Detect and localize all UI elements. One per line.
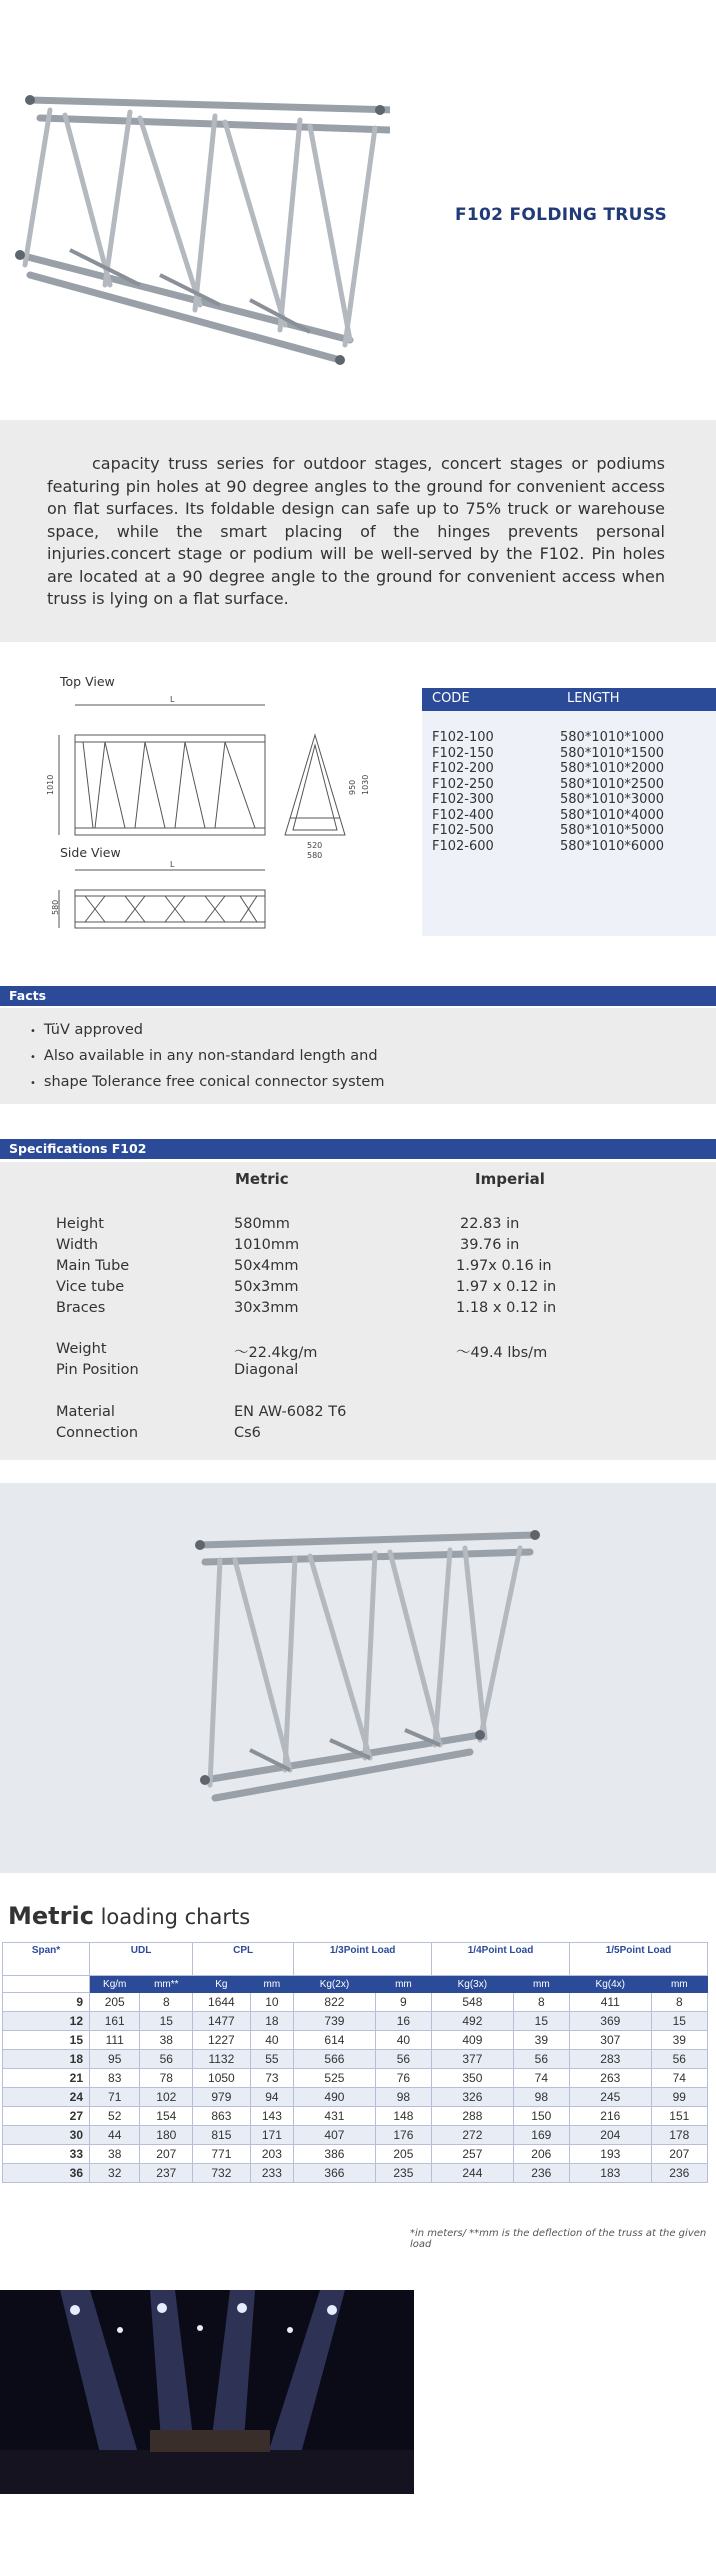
product-description: capacity truss series for outdoor stages, concert stages or podiums featuring pin holes at 90 degree angles to the ground for convenient access on flat surfaces. Its foldable design can safe up to 75% truck or warehouse space, while the smart placing of the hinges prevents personal injuries.concert stage or podium will be well-served by the F102. Pin holes are located at a 90 degree angle to the ground for convenient access when truss is lying on a flat surface.: [47, 454, 665, 608]
spec-label: Braces: [56, 1300, 106, 1316]
length-cell: 580*1010*3000: [560, 792, 664, 807]
unit-cell: mm: [651, 1976, 707, 1993]
code-cell: F102-250: [432, 776, 494, 792]
code-cell: F102-600: [432, 838, 494, 854]
load-cell: 73: [250, 2069, 294, 2088]
dim-1010: 1010: [46, 774, 55, 795]
load-cell: 204: [570, 2126, 652, 2145]
spec-label: Connection: [56, 1425, 139, 1441]
length-cell: 580*1010*2000: [560, 761, 664, 776]
load-cell: 111: [90, 2031, 140, 2050]
load-cell: 99: [651, 2088, 707, 2107]
technical-drawing: [45, 690, 385, 940]
unit-cell: mm: [513, 1976, 569, 1993]
span-cell: 36: [3, 2164, 90, 2183]
load-cell: 193: [570, 2145, 652, 2164]
spec-metric: 580mm: [234, 1216, 290, 1232]
span-cell: 24: [3, 2088, 90, 2107]
spec-label: Material: [56, 1404, 115, 1420]
length-cell: 580*1010*2500: [560, 776, 664, 792]
facts-list: [30, 1018, 384, 1096]
load-cell: 1050: [193, 2069, 250, 2088]
load-cell: 283: [570, 2050, 652, 2069]
span-cell: 9: [3, 1993, 90, 2012]
loading-row: [3, 2145, 708, 2164]
load-cell: 245: [570, 2088, 652, 2107]
load-cell: 732: [193, 2164, 250, 2183]
load-cell: 244: [432, 2164, 514, 2183]
spec-metric: 50x3mm: [234, 1279, 299, 1295]
code-cell: F102-500: [432, 823, 494, 838]
specs-title: Specifications F102: [9, 1141, 147, 1156]
spec-imperial: 1.97 x 0.12 in: [456, 1279, 557, 1295]
load-cell: 350: [432, 2069, 514, 2088]
load-cell: 150: [513, 2107, 569, 2126]
spec-imperial: 1.97x 0.16 in: [456, 1258, 552, 1274]
load-cell: 56: [513, 2050, 569, 2069]
unit-cell: Kg(3x): [432, 1976, 514, 1993]
spec-metric: Cs6: [234, 1425, 261, 1441]
code-cell: F102-100: [432, 730, 494, 745]
code-column: [432, 730, 494, 854]
load-cell: 74: [651, 2069, 707, 2088]
spec-imperial: 39.76 in: [460, 1237, 520, 1253]
truss-photo: [180, 1520, 550, 1840]
load-cell: 409: [432, 2031, 514, 2050]
load-cell: 44: [90, 2126, 140, 2145]
spec-metric: Diagonal: [234, 1362, 299, 1378]
code-table-header: [422, 688, 716, 711]
loading-chart-title: Metric loading charts: [8, 1902, 251, 1930]
load-cell: 386: [294, 2145, 376, 2164]
unit-cell: mm: [375, 1976, 431, 1993]
load-cell: 307: [570, 2031, 652, 2050]
code-cell: F102-300: [432, 792, 494, 807]
folding-truss-image: [10, 70, 390, 390]
loading-row: [3, 2088, 708, 2107]
load-cell: 739: [294, 2012, 376, 2031]
dim-l-top: L: [170, 695, 175, 704]
load-cell: 52: [90, 2107, 140, 2126]
load-cell: 40: [250, 2031, 294, 2050]
load-cell: 8: [140, 1993, 193, 2012]
loading-row: [3, 2164, 708, 2183]
span-cell: 30: [3, 2126, 90, 2145]
load-cell: 326: [432, 2088, 514, 2107]
length-cell: 580*1010*5000: [560, 823, 664, 838]
unit-cell: Kg/m: [90, 1976, 140, 1993]
load-cell: 98: [375, 2088, 431, 2107]
load-cell: 161: [90, 2012, 140, 2031]
span-cell: 27: [3, 2107, 90, 2126]
load-cell: 407: [294, 2126, 376, 2145]
loading-row: [3, 2012, 708, 2031]
load-cell: 206: [513, 2145, 569, 2164]
unit-cell: mm**: [140, 1976, 193, 1993]
unit-cell: Kg(2x): [294, 1976, 376, 1993]
loading-chart-table: [2, 1942, 708, 2183]
load-cell: 39: [651, 2031, 707, 2050]
length-cell: 580*1010*1500: [560, 745, 664, 761]
group-third: 1/3Point Load: [294, 1943, 432, 1976]
spec-imperial: 22.83 in: [460, 1216, 520, 1232]
fact-item: • Also available in any non-standard length and: [30, 1048, 378, 1064]
span-cell: 12: [3, 2012, 90, 2031]
load-cell: 171: [250, 2126, 294, 2145]
facts-header: [0, 986, 716, 1006]
spec-label: Weight: [56, 1341, 107, 1357]
load-cell: 18: [250, 2012, 294, 2031]
product-title: F102 FOLDING TRUSS: [455, 205, 668, 225]
code-cell: F102-150: [432, 745, 494, 761]
spec-metric: 30x3mm: [234, 1300, 299, 1316]
load-cell: 815: [193, 2126, 250, 2145]
span-cell: 15: [3, 2031, 90, 2050]
loading-row: [3, 1993, 708, 2012]
load-cell: 237: [140, 2164, 193, 2183]
load-cell: 235: [375, 2164, 431, 2183]
load-cell: 56: [651, 2050, 707, 2069]
span-cell: 33: [3, 2145, 90, 2164]
load-cell: 377: [432, 2050, 514, 2069]
group-quarter: 1/4Point Load: [432, 1943, 570, 1976]
load-cell: 822: [294, 1993, 376, 2012]
load-cell: 15: [513, 2012, 569, 2031]
span-cell: 21: [3, 2069, 90, 2088]
fact-item: • TüV approved: [30, 1022, 144, 1038]
spec-label: Vice tube: [56, 1279, 125, 1295]
top-view-label: Top View: [60, 674, 115, 689]
load-cell: 205: [375, 2145, 431, 2164]
spec-label: Main Tube: [56, 1258, 130, 1274]
load-cell: 55: [250, 2050, 294, 2069]
dim-580-side: 580: [51, 899, 60, 915]
code-header: CODE: [432, 691, 470, 706]
group-fifth: 1/5Point Load: [570, 1943, 708, 1976]
load-cell: 236: [651, 2164, 707, 2183]
dim-520: 520: [307, 841, 323, 850]
group-udl: UDL: [90, 1943, 193, 1976]
unit-cell: Kg: [193, 1976, 250, 1993]
load-cell: 525: [294, 2069, 376, 2088]
code-cell: F102-400: [432, 807, 494, 823]
load-cell: 38: [90, 2145, 140, 2164]
load-cell: 74: [513, 2069, 569, 2088]
load-cell: 263: [570, 2069, 652, 2088]
load-cell: 203: [250, 2145, 294, 2164]
load-cell: 16: [375, 2012, 431, 2031]
load-cell: 1477: [193, 2012, 250, 2031]
spec-label: Pin Position: [56, 1362, 139, 1378]
load-cell: 94: [250, 2088, 294, 2107]
load-cell: 180: [140, 2126, 193, 2145]
load-cell: 216: [570, 2107, 652, 2126]
load-cell: 614: [294, 2031, 376, 2050]
load-cell: 272: [432, 2126, 514, 2145]
imperial-col-head: Imperial: [475, 1170, 545, 1188]
group-header-row: [3, 1943, 708, 1976]
load-cell: 1132: [193, 2050, 250, 2069]
specs-header: [0, 1139, 716, 1159]
load-cell: 71: [90, 2088, 140, 2107]
spec-label: Height: [56, 1216, 104, 1232]
spec-imperial: 1.18 x 0.12 in: [456, 1300, 557, 1316]
loading-row: [3, 2107, 708, 2126]
loading-row: [3, 2126, 708, 2145]
load-cell: 548: [432, 1993, 514, 2012]
unit-cell: mm: [250, 1976, 294, 1993]
dim-1030: 1030: [361, 774, 370, 795]
length-column: [560, 730, 664, 854]
load-cell: 366: [294, 2164, 376, 2183]
load-cell: 492: [432, 2012, 514, 2031]
length-header: LENGTH: [567, 691, 620, 706]
loading-footnote: *in meters/ **mm is the deflection of the truss at the given load: [410, 2228, 707, 2250]
loading-row: [3, 2031, 708, 2050]
spec-metric: ～22.4kg/m: [234, 1345, 318, 1361]
load-cell: 56: [375, 2050, 431, 2069]
load-cell: 148: [375, 2107, 431, 2126]
load-cell: 95: [90, 2050, 140, 2069]
length-cell: 580*1010*6000: [560, 838, 664, 854]
load-cell: 490: [294, 2088, 376, 2107]
load-cell: 257: [432, 2145, 514, 2164]
load-cell: 207: [651, 2145, 707, 2164]
load-cell: 10: [250, 1993, 294, 2012]
side-view-label: Side View: [60, 845, 121, 860]
group-cpl: CPL: [193, 1943, 294, 1976]
load-cell: 8: [651, 1993, 707, 2012]
load-cell: 288: [432, 2107, 514, 2126]
length-cell: 580*1010*1000: [560, 730, 664, 745]
load-cell: 56: [140, 2050, 193, 2069]
spec-metric: 1010mm: [234, 1237, 300, 1253]
load-cell: 1644: [193, 1993, 250, 2012]
dim-580: 580: [307, 851, 323, 860]
load-cell: 143: [250, 2107, 294, 2126]
loading-row: [3, 2069, 708, 2088]
load-cell: 32: [90, 2164, 140, 2183]
dim-l-side: L: [170, 860, 175, 869]
span-cell: 18: [3, 2050, 90, 2069]
units-row: [3, 1976, 708, 1993]
load-cell: 83: [90, 2069, 140, 2088]
spec-metric: 50x4mm: [234, 1258, 299, 1274]
load-cell: 9: [375, 1993, 431, 2012]
load-cell: 207: [140, 2145, 193, 2164]
load-cell: 38: [140, 2031, 193, 2050]
load-cell: 178: [651, 2126, 707, 2145]
load-cell: 979: [193, 2088, 250, 2107]
load-cell: 431: [294, 2107, 376, 2126]
load-cell: 205: [90, 1993, 140, 2012]
loading-row: [3, 2050, 708, 2069]
load-cell: 78: [140, 2069, 193, 2088]
load-cell: 236: [513, 2164, 569, 2183]
load-cell: 183: [570, 2164, 652, 2183]
metric-col-head: Metric: [235, 1170, 289, 1188]
load-cell: 233: [250, 2164, 294, 2183]
load-cell: 863: [193, 2107, 250, 2126]
load-cell: 566: [294, 2050, 376, 2069]
load-cell: 369: [570, 2012, 652, 2031]
length-cell: 580*1010*4000: [560, 807, 664, 823]
fact-item: • shape Tolerance free conical connector system: [30, 1074, 385, 1090]
spec-metric: EN AW-6082 T6: [234, 1404, 347, 1420]
span-header: Span*: [3, 1943, 90, 1976]
load-cell: 98: [513, 2088, 569, 2107]
load-cell: 15: [651, 2012, 707, 2031]
load-cell: 1227: [193, 2031, 250, 2050]
load-cell: 169: [513, 2126, 569, 2145]
load-cell: 76: [375, 2069, 431, 2088]
load-cell: 39: [513, 2031, 569, 2050]
load-cell: 411: [570, 1993, 652, 2012]
load-cell: 154: [140, 2107, 193, 2126]
load-cell: 102: [140, 2088, 193, 2107]
load-cell: 8: [513, 1993, 569, 2012]
load-cell: 40: [375, 2031, 431, 2050]
code-cell: F102-200: [432, 761, 494, 776]
dim-950: 950: [348, 779, 357, 795]
load-cell: 151: [651, 2107, 707, 2126]
load-cell: 176: [375, 2126, 431, 2145]
load-cell: 771: [193, 2145, 250, 2164]
facts-title: Facts: [9, 988, 47, 1003]
spec-label: Width: [56, 1237, 99, 1253]
spec-imperial: ～49.4 lbs/m: [456, 1345, 548, 1361]
unit-cell: Kg(4x): [570, 1976, 652, 1993]
load-cell: 15: [140, 2012, 193, 2031]
concert-stage-photo: [0, 2290, 414, 2494]
